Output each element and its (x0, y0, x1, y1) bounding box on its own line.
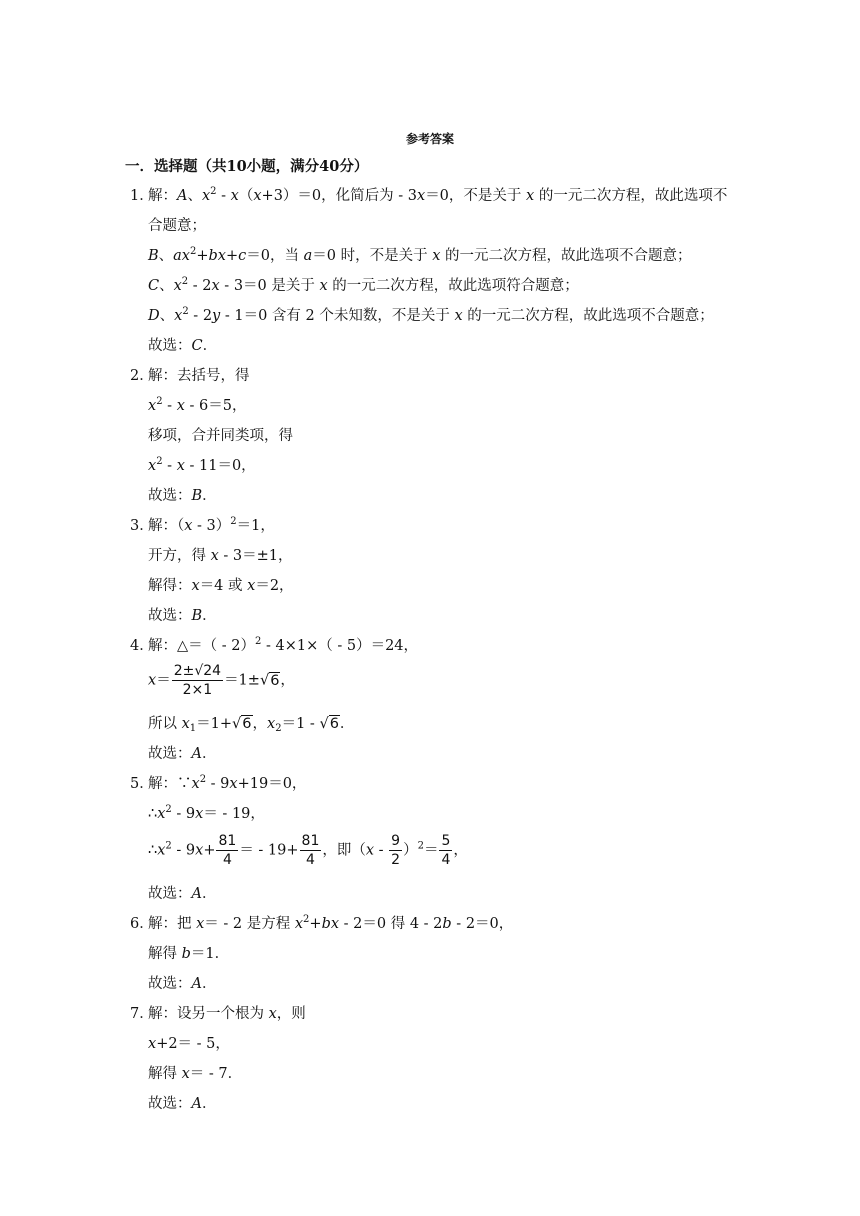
section-heading: 一．选择题（共10小题，满分40分） (125, 158, 369, 175)
q1-line-1b: 合题意； (148, 218, 206, 234)
q2-line-1: 解：去括号，得 (148, 368, 250, 384)
q5-line-4: 故选：A． (148, 886, 217, 902)
q7-line-4: 故选：A． (148, 1096, 217, 1112)
q6-number: 6． (130, 916, 154, 932)
q6-line-2: 解得 b＝1． (148, 946, 230, 962)
q7-line-3: 解得 x＝ - 7． (148, 1066, 243, 1082)
q2-line-5: 故选：B． (148, 488, 217, 504)
q6-line-1: 解：把 x＝ - 2 是方程 $x^2+bx - 2=0$ 得 4 - 2b - 2＝0， (148, 914, 514, 932)
q3-line-3: 解得：x＝4 或 x＝2， (148, 578, 294, 594)
q5-fraction-1: $\frac{81}{4}$ (218, 833, 237, 868)
q5-number: 5． (130, 776, 154, 792)
q4-number: 4． (130, 638, 154, 654)
q3-number: 3． (130, 518, 154, 534)
q4-line-2: x＝ $\frac{2\pm√24}{2\times 1}$ ＝1±√6， (148, 663, 295, 698)
q3-line-2: 开方，得 x - 3＝±1， (148, 548, 293, 564)
q2-line-2: $x^2 - x - 6=5$， (148, 396, 247, 414)
q5-line-3: $\therefore x^2 - 9x+$ $\frac{81}{4}$ ＝ - 19+ $\frac{81}{4}$ ，即（x - $\frac{9}{2}$ ）$^2$＝ $\frac{5}{4}$ ， (148, 833, 468, 868)
q7-number: 7． (130, 1006, 154, 1022)
q5-fraction-3: $\frac{9}{2}$ (391, 833, 401, 868)
q4-line-4: 故选：A． (148, 746, 217, 762)
q4-line-3: 所以 $x_1=1+√6$，$x_2=1 - √6$． (148, 716, 355, 734)
q1-line-2: B、$ax^2+bx+c=0$，当 a＝0 时，不是关于 x 的一元二次方程，故此选项不合题意； (148, 246, 692, 264)
page-title: 参考答案 (405, 132, 454, 146)
q5-line-2: $\therefore x^2 - 9x= - 19$， (148, 804, 265, 822)
q6-line-3: 故选：A． (148, 976, 217, 992)
q1-line-4: D、$x^2 - 2y - 1=0$ 含有 2 个未知数，不是关于 x 的一元二次方程，故此选项不合题意； (148, 306, 714, 324)
q3-line-4: 故选：B． (148, 608, 217, 624)
q5-fraction-2: $\frac{81}{4}$ (301, 833, 320, 868)
q3-line-1: 解：（x - 3）$^2$＝1， (148, 516, 275, 534)
q1-line-3: C、$x^2 - 2x - 3=0$ 是关于 x 的一元二次方程，故此选项符合题意； (148, 276, 579, 294)
q1-number: 1． (130, 188, 154, 204)
q4-line-1: 解：△＝（ - 2）$^2$ - 4×1×（ - 5）＝24， (148, 636, 419, 654)
q5-line-1: 解：$\because x^2 - 9x+19=0$， (148, 774, 307, 792)
q2-line-3: 移项，合并同类项，得 (148, 428, 293, 444)
q5-fraction-4: $\frac{5}{4}$ (441, 833, 451, 868)
q1-line-5: 故选：C． (148, 338, 218, 354)
q4-fraction: $\frac{2\pm√24}{2\times 1}$ (173, 663, 222, 698)
q2-number: 2． (130, 368, 154, 384)
q7-line-1: 解：设另一个根为 x，则 (148, 1006, 306, 1022)
q7-line-2: x+2＝ - 5， (148, 1036, 230, 1052)
q2-line-4: $x^2 - x - 11=0$， (148, 456, 256, 474)
q1-line-1: 解：A、$x^2 - x(x+3)=0$，化简后为 - 3x＝0，不是关于 x 的一元二次方程，故此选项不 (148, 186, 728, 204)
